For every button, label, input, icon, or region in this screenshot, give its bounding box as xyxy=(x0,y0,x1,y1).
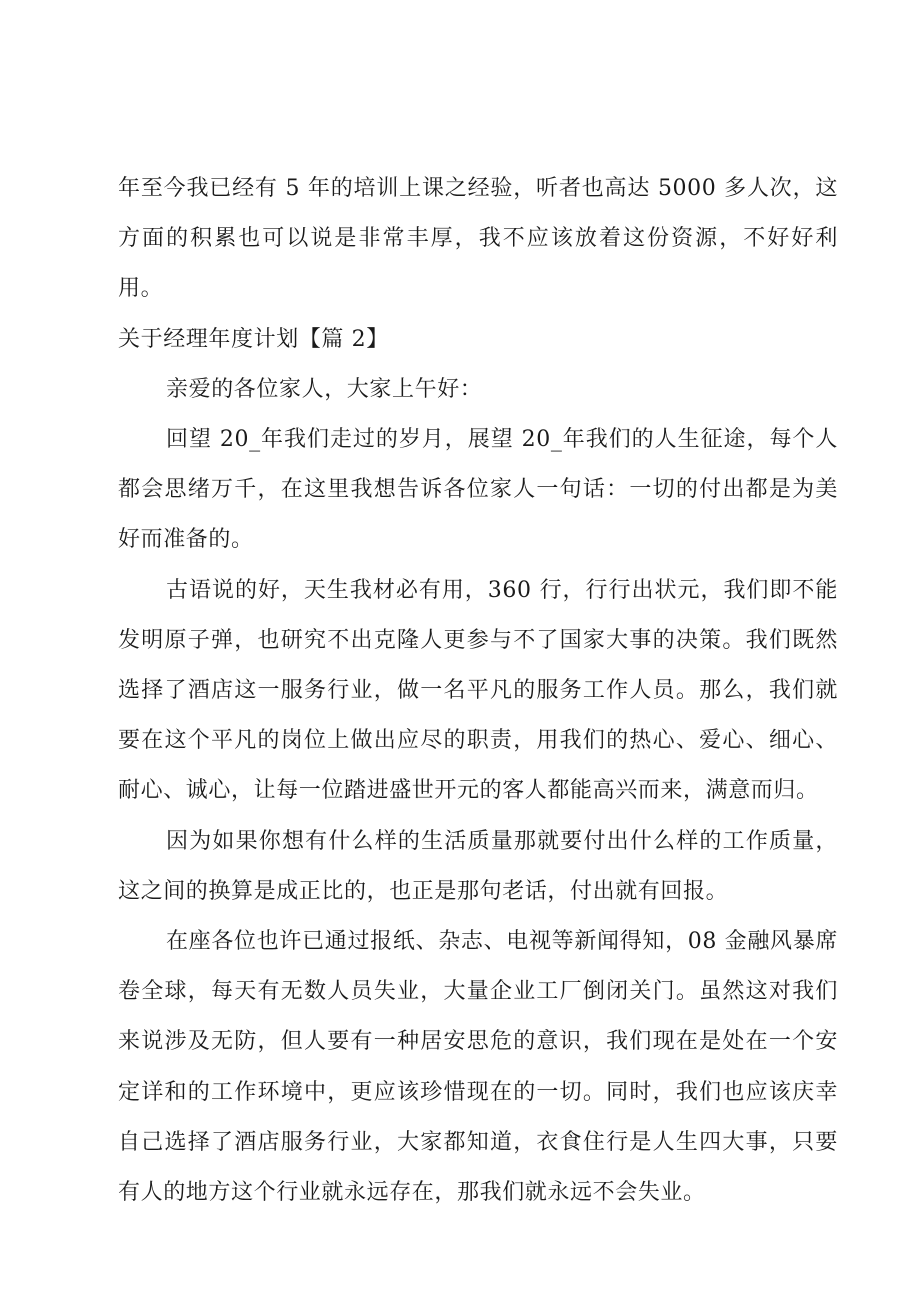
paragraph-crisis: 在座各位也许已通过报纸、杂志、电视等新闻得知，08 金融风暴席卷全球，每天有无数人员失业，大量企业工厂倒闭关门。虽然这对我们来说涉及无防，但人要有一种居安思危的意识，我们现在是处在一个安定详和的工作环境中，更应该珍惜现在的一切。同时，我们也应该庆幸自己选择了酒店服务行业，大家都知道，衣食住行是人生四大事，只要有人的地方这个行业就永远存在，那我们就永远不会失业。 xyxy=(118,929,838,1206)
paragraph-quality: 因为如果你想有什么样的生活质量那就要付出什么样的工作质量，这之间的换算是成正比的，也正是那句老话，付出就有回报。 xyxy=(118,828,838,904)
section-heading: 关于经理年度计划【篇 2】 xyxy=(118,326,389,352)
paragraph-review: 回望 20_年我们走过的岁月，展望 20_年我们的人生征途，每个人都会思绪万千，在这里我想告诉各位家人一句话：一切的付出都是为美好而准备的。 xyxy=(118,427,838,553)
document-body xyxy=(118,164,838,1218)
paragraph-greeting: 亲爱的各位家人，大家上午好： xyxy=(166,376,483,402)
paragraph-continuation: 年至今我已经有 5 年的培训上课之经验，听者也高达 5000 多人次，这方面的积累也可以说是非常丰厚，我不应该放着这份资源，不好好利用。 xyxy=(118,176,838,302)
paragraph-proverb: 古语说的好，天生我材必有用，360 行，行行出状元，我们即不能发明原子弹，也研究不出克隆人更参与不了国家大事的决策。我们既然选择了酒店这一服务行业，做一名平凡的服务工作人员。那么，我们就要在这个平凡的岗位上做出应尽的职责，用我们的热心、爱心、细心、耐心、诚心，让每一位踏进盛世开元的客人都能高兴而来，满意而归。 xyxy=(118,577,838,804)
